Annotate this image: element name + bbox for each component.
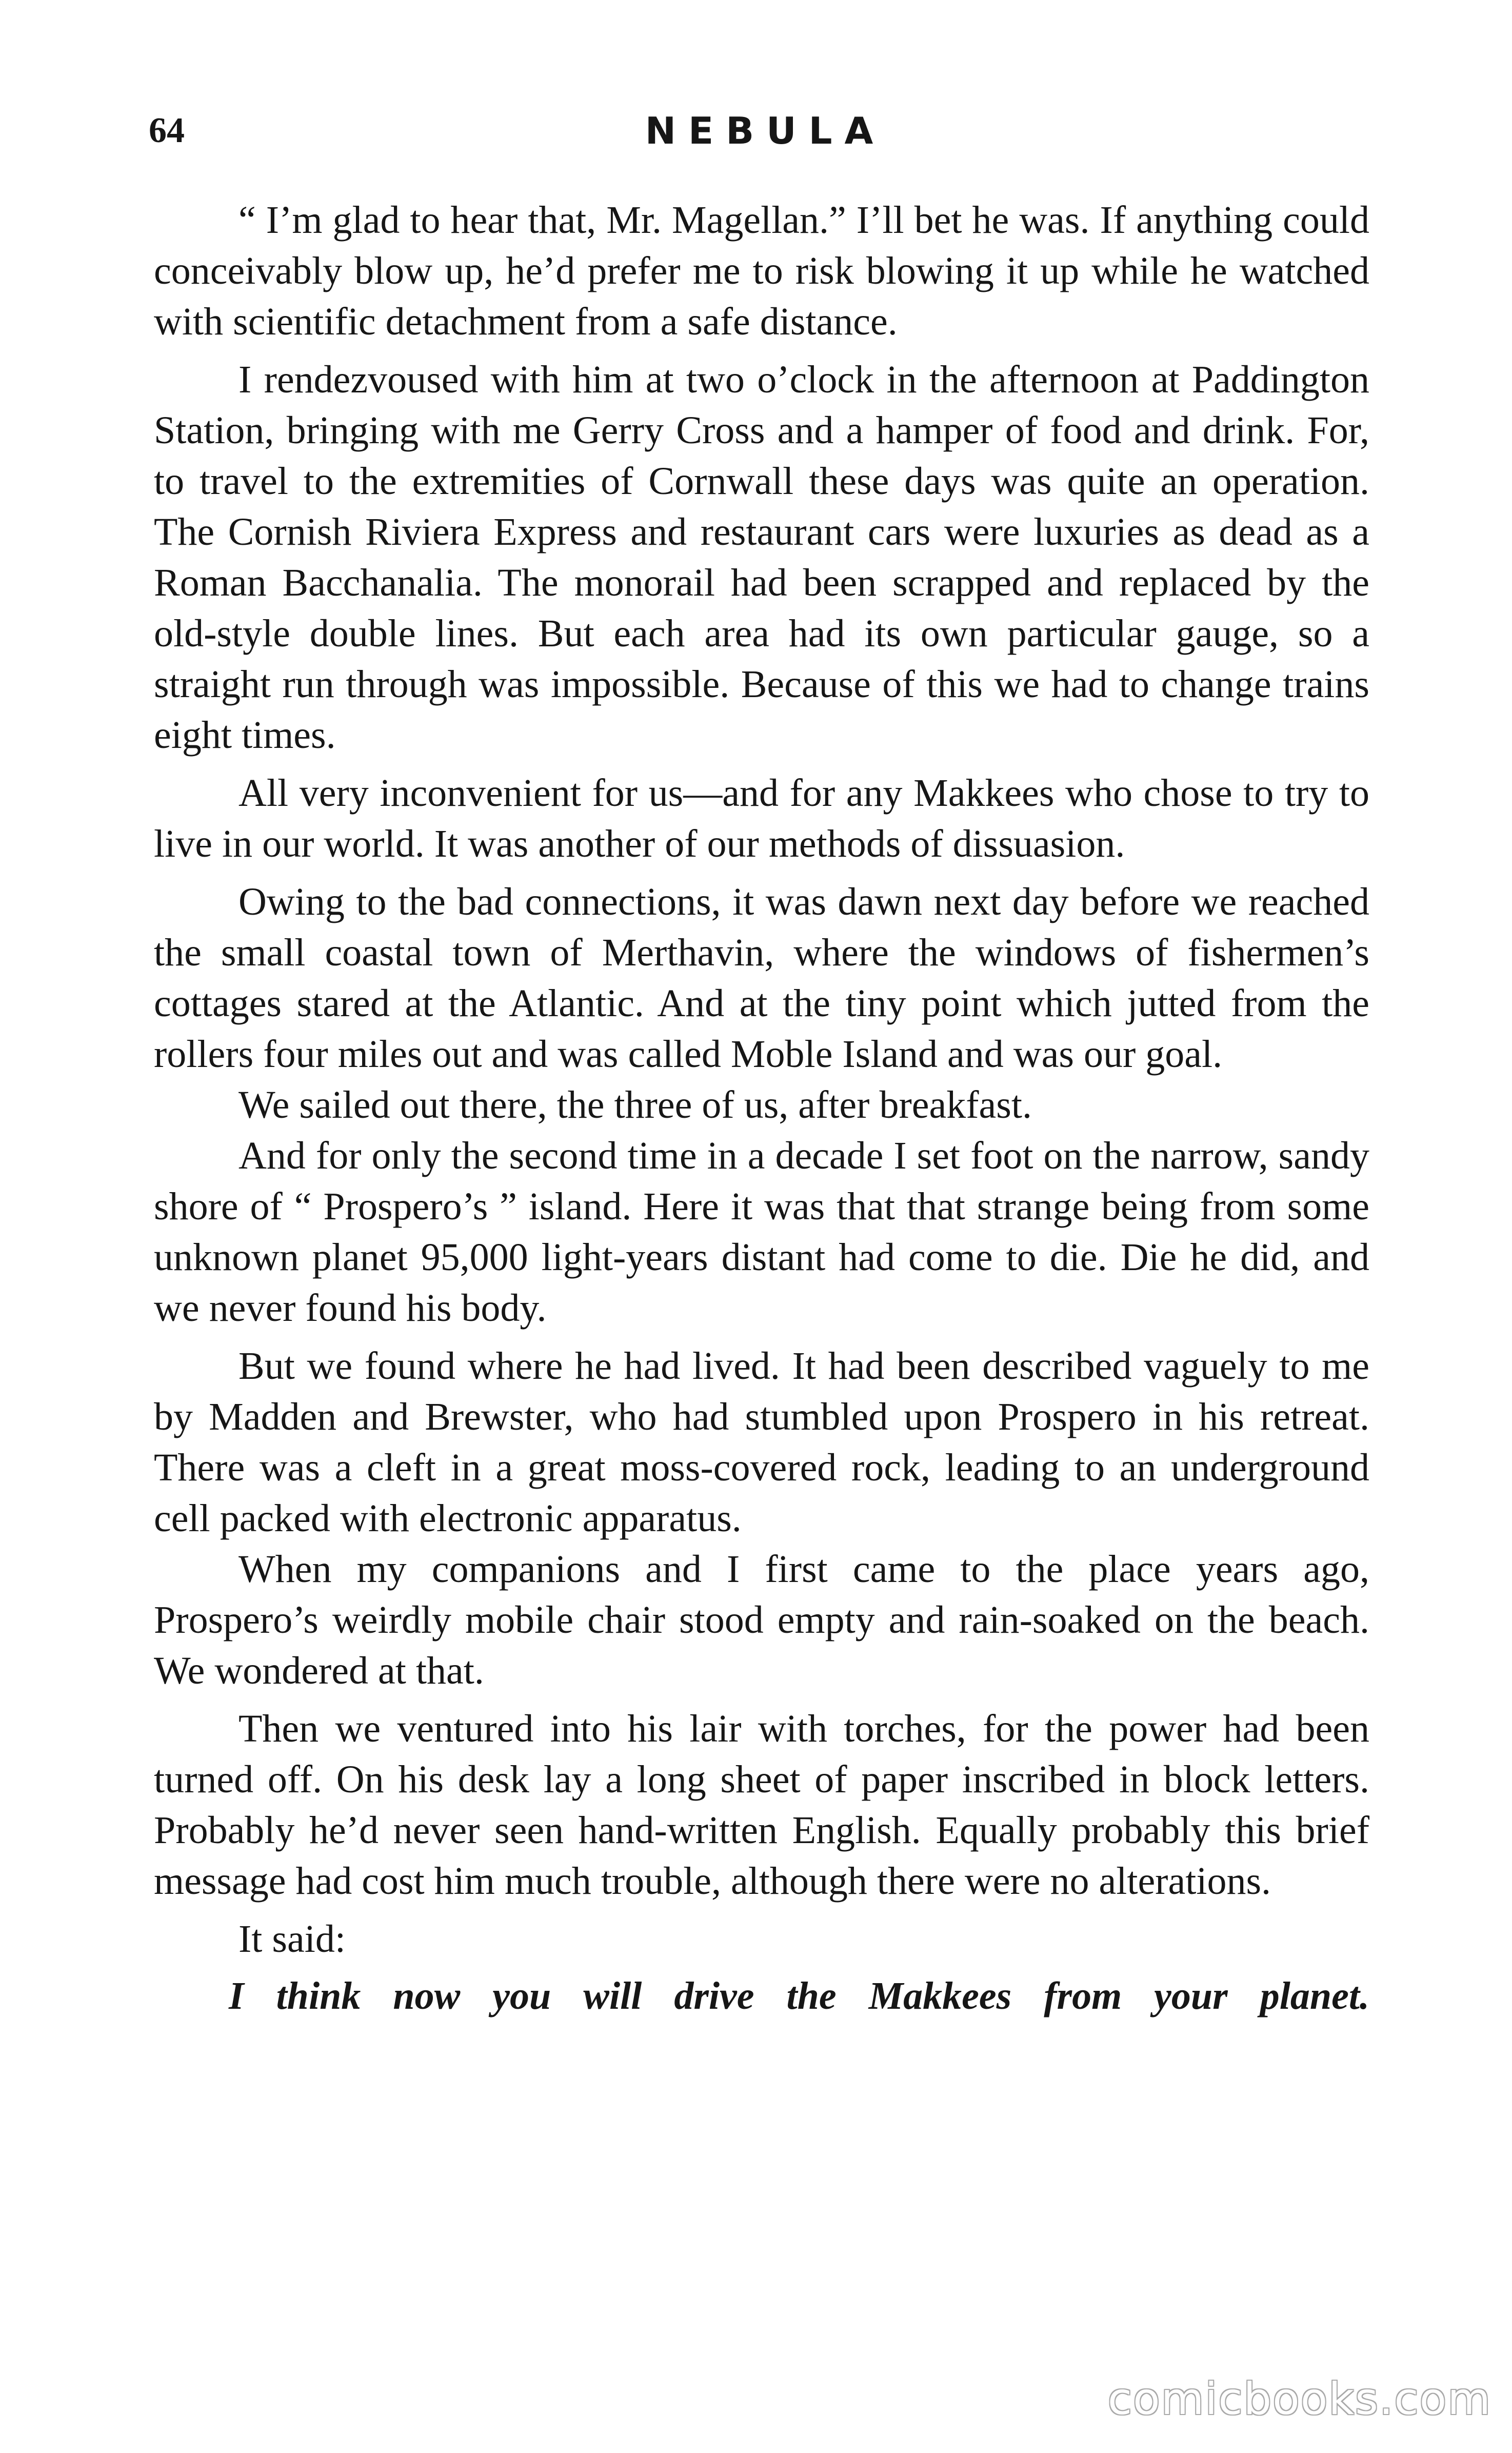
- paragraph-mobile-chair: When my companions and I first came to the place years ago, Prospero’s weirdly mobile chair stood empty and rain-soaked on the beach. We wondered at that.: [154, 1548, 1369, 1692]
- body-text: [154, 195, 1369, 2029]
- paragraph-it-said: It said:: [238, 1917, 346, 1961]
- paragraph-block-letters: Then we ventured into his lair with torches, for the power had been turned off. On his desk lay a long sheet of paper inscribed in block letters. Probably he’d never seen hand-written English. Equally probably this brief message had cost him much trouble, although there were no alterations.: [154, 1707, 1369, 1903]
- paragraph-magellan-reply: “ I’m glad to hear that, Mr. Magellan.” I’ll bet he was. If anything could conceivably blow up, he’d prefer me to risk blowing it up while he watched with scientific detachment from a safe distance.: [154, 199, 1369, 343]
- paragraph-prospero-island: And for only the second time in a decade I set foot on the narrow, sandy shore of “ Prospero’s ” island. Here it was that that strange being from some unknown planet 95,000 light-years distant had come to die. Die he did, and we never found his body.: [154, 1134, 1369, 1330]
- message-quote: I think now you will drive the Makkees from your planet.: [229, 1974, 1369, 2017]
- page-number: 64: [149, 111, 185, 150]
- running-title: NEBULA: [645, 109, 886, 152]
- paragraph-sailed-out: We sailed out there, the three of us, after breakfast.: [238, 1083, 1032, 1126]
- running-head: [149, 103, 1369, 159]
- paragraph-dissuasion: All very inconvenient for us—and for any Makkees who chose to try to live in our world. It was another of our methods of dissuasion.: [154, 771, 1369, 865]
- paragraph-paddington-station: I rendezvoused with him at two o’clock in the afternoon at Paddington Station, bringing with me Gerry Cross and a hamper of food and drink. For, to travel to the extremities of Cornwall these days was quite an operation. The Cornish Riviera Express and restaurant cars were luxuries as dead as a Roman Bacchanalia. The monorail had been scrapped and replaced by the old-style double lines. But each area had its own particular gauge, so a straight run through was impossible. Because of this we had to change trains eight times.: [154, 358, 1369, 757]
- paragraph-found-lair: But we found where he had lived. It had been described vaguely to me by Madden and Brewster, who had stumbled upon Prospero in his retreat. There was a cleft in a great moss-covered rock, leading to an underground cell packed with electronic apparatus.: [154, 1344, 1369, 1540]
- watermark: comicbooks.com: [1107, 2373, 1491, 2425]
- paragraph-merthavin: Owing to the bad connections, it was dawn next day before we reached the small coastal town of Merthavin, where the windows of fishermen’s cottages stared at the Atlantic. And at the tiny point which jutted from the rollers four miles out and was called Moble Island and was our goal.: [154, 880, 1369, 1076]
